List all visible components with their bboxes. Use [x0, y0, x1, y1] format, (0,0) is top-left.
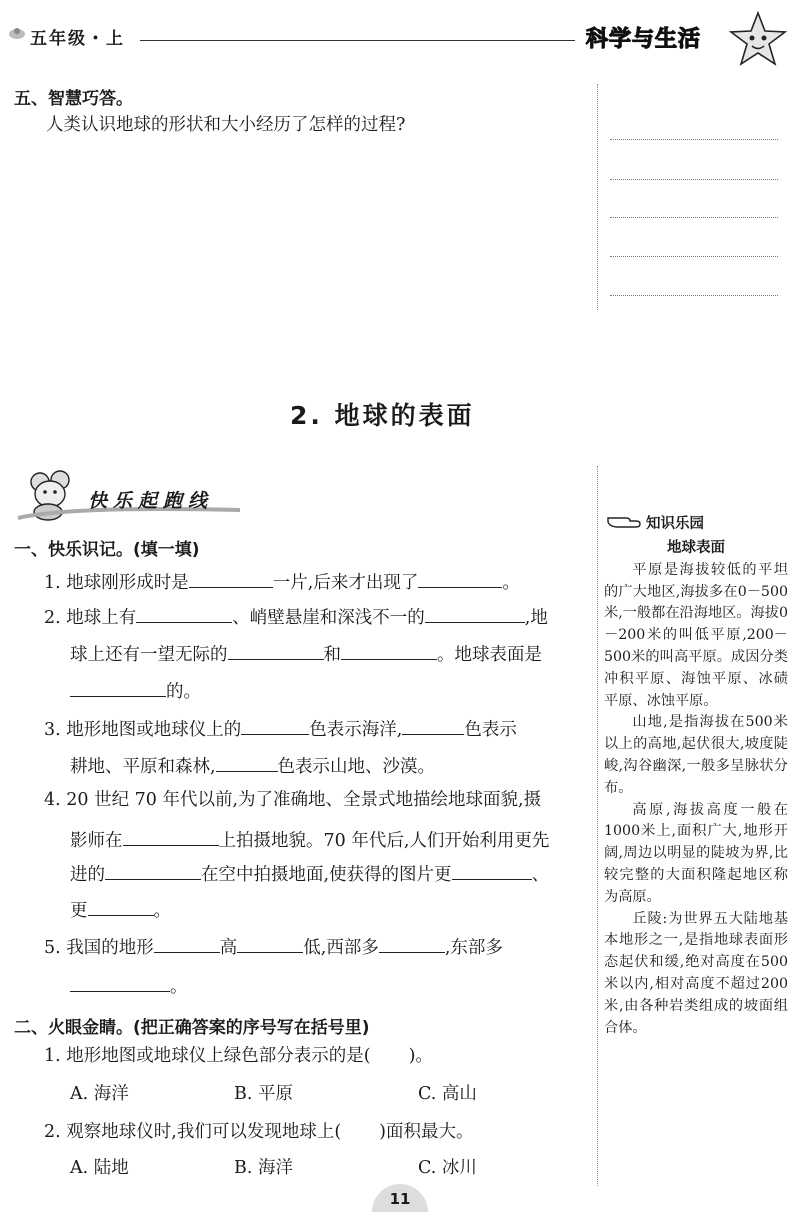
- question-text: 4. 20 世纪 70 年代以前,为了准确地、全景式地描绘地球面貌,摄: [44, 790, 542, 810]
- fill-in-line: [70, 899, 171, 921]
- answer-line[interactable]: [610, 295, 778, 296]
- mc-question-2-stem: 2. 观察地球仪时,我们可以发现地球上(: [44, 1122, 342, 1142]
- question-text: 5. 我国的地形: [44, 938, 154, 958]
- fill-in-line: [70, 863, 549, 885]
- fill-in-line: [44, 606, 548, 628]
- part2-heading: 二、火眼金睛。(把正确答案的序号写在括号里): [14, 1018, 370, 1038]
- fill-in-line: [70, 975, 188, 997]
- answer-line[interactable]: [610, 217, 778, 218]
- sidebar-divider: [597, 466, 598, 1186]
- question-text: 1. 地球刚形成时是: [44, 573, 189, 593]
- mc2-option-b[interactable]: B. 海洋: [234, 1158, 293, 1178]
- fill-in-line: [70, 643, 542, 665]
- header-rule: [140, 40, 575, 41]
- fill-in-line: [44, 571, 520, 593]
- fill-in-line: [44, 718, 517, 740]
- fill-in-line: [70, 755, 435, 777]
- mc-question-2: [44, 1124, 473, 1142]
- mc1-option-a[interactable]: A. 海洋: [70, 1084, 129, 1104]
- header-brand: 科学与生活: [586, 27, 702, 52]
- mc-question-1-stem: 1. 地形地图或地球仪上绿色部分表示的是(: [44, 1046, 371, 1066]
- question-text: 。: [502, 573, 520, 593]
- fill-in-line: [70, 829, 549, 851]
- fill-in-blank[interactable]: [189, 571, 273, 588]
- sidebar-title: 地球表面: [667, 540, 725, 556]
- fill-in-blank[interactable]: [402, 718, 464, 735]
- question-text: 、: [531, 865, 550, 885]
- section5-question: 人类认识地球的形状和大小经历了怎样的过程?: [46, 115, 406, 135]
- question-text: 上拍摄地貌。70 年代后,人们开始利用更先: [218, 831, 550, 851]
- answer-line[interactable]: [610, 179, 778, 180]
- answer-line[interactable]: [610, 139, 778, 140]
- page-number: 11: [372, 1184, 428, 1212]
- sidebar-paragraph: 丘陵:为世界五大陆地基本地形之一,是指地球表面形态起伏和缓,绝对高度在500米以内,相对高度不超过200米,由各种岩类组成的坡面组合体。: [604, 910, 788, 1036]
- lesson-title: 2. 地球的表面: [290, 401, 475, 430]
- question-text: ,东部多: [444, 938, 503, 958]
- sidebar-content: [604, 538, 788, 1039]
- mc2-option-c[interactable]: C. 冰川: [418, 1158, 477, 1178]
- fill-in-blank[interactable]: [154, 936, 220, 953]
- answer-line[interactable]: [610, 256, 778, 257]
- question-text: 高: [219, 938, 238, 958]
- fill-in-blank[interactable]: [418, 571, 502, 588]
- star-mascot-icon: [728, 10, 788, 70]
- fill-in-blank[interactable]: [452, 863, 532, 880]
- question-text: 和: [323, 645, 341, 665]
- mc1-option-b[interactable]: B. 平原: [234, 1084, 293, 1104]
- sidebar-label: 知识乐园: [646, 516, 704, 532]
- header-ornament-icon: [8, 26, 26, 40]
- fill-in-line: [44, 936, 503, 958]
- question-text: 一片,后来才出现了: [272, 573, 419, 593]
- question-text: ,地: [524, 608, 548, 628]
- fill-in-blank[interactable]: [70, 680, 166, 697]
- question-text: 色表示海洋,: [309, 720, 403, 740]
- sidebar-paragraph: 平原是海拔较低的平坦的广大地区,海拔多在0－500米,一般都在沿海地区。海拔0－200米的叫低平原,200－500米的叫高平原。成因分类冲积平原、海蚀平原、冰碛平原、冰蚀平原。: [604, 561, 788, 709]
- question-text: 在空中拍摄地面,使获得的图片更: [201, 865, 452, 885]
- fill-in-line: [44, 792, 541, 810]
- fill-in-blank[interactable]: [237, 936, 303, 953]
- fill-in-blank[interactable]: [425, 606, 525, 623]
- sidebar-paragraph: 山地,是指海拔在500米以上的高地,起伏很大,坡度陡峻,沟谷幽深,一般多呈脉状分布。: [604, 714, 788, 796]
- sidebar-paragraph: 高原,海拔高度一般在1000米上,面积广大,地形开阔,周边以明显的陡坡为界,比较完整的大面积隆起地区称为高原。: [604, 801, 788, 905]
- fill-in-blank[interactable]: [241, 718, 309, 735]
- question-text: 进的: [70, 865, 105, 885]
- fill-in-blank[interactable]: [216, 755, 278, 772]
- fill-in-line: [70, 680, 201, 702]
- question-text: 。: [153, 901, 171, 921]
- mc-question-1-end: )。: [408, 1046, 433, 1066]
- section5-heading: 五、智慧巧答。: [14, 89, 133, 109]
- mc-question-1: [44, 1048, 433, 1066]
- fill-in-blank[interactable]: [123, 829, 219, 846]
- question-text: 球上还有一望无际的: [70, 645, 228, 665]
- question-text: 3. 地形地图或地球仪上的: [44, 720, 242, 740]
- header-grade: 五年级・上: [30, 29, 125, 49]
- fill-in-blank[interactable]: [228, 643, 324, 660]
- mc1-option-c[interactable]: C. 高山: [418, 1084, 477, 1104]
- mc-question-2-end: )面积最大。: [379, 1122, 474, 1142]
- pointing-hand-icon: [606, 510, 642, 532]
- part1-heading: 一、快乐识记。(填一填): [14, 540, 200, 560]
- question-text: 。地球表面是: [437, 645, 542, 665]
- mc2-option-a[interactable]: A. 陆地: [70, 1158, 129, 1178]
- fill-in-blank[interactable]: [105, 863, 201, 880]
- fill-in-blank[interactable]: [88, 899, 154, 916]
- banner-label: 快乐起跑线: [88, 490, 214, 512]
- question-text: 耕地、平原和森林,: [70, 757, 216, 777]
- question-text: 。: [170, 977, 188, 997]
- question-text: 色表示: [464, 720, 517, 740]
- fill-in-blank[interactable]: [136, 606, 232, 623]
- question-text: 、峭壁悬崖和深浅不一的: [232, 608, 425, 628]
- question-text: 影师在: [70, 831, 123, 851]
- fill-in-blank[interactable]: [70, 975, 170, 992]
- fill-in-blank[interactable]: [341, 643, 437, 660]
- question-text: 低,西部多: [303, 938, 379, 958]
- question-text: 色表示山地、沙漠。: [277, 757, 436, 777]
- answer-area-divider: [597, 84, 598, 310]
- question-text: 的。: [166, 682, 201, 702]
- question-text: 更: [70, 901, 88, 921]
- fill-in-blank[interactable]: [379, 936, 445, 953]
- question-text: 2. 地球上有: [44, 608, 137, 628]
